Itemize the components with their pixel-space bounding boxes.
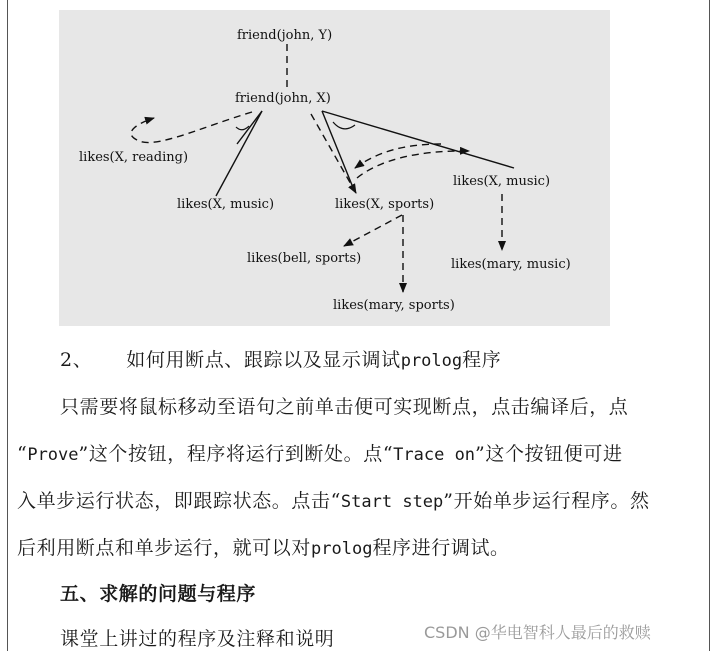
- heading-tail: 程序: [462, 349, 502, 371]
- paragraph-line-4: [17, 533, 510, 560]
- csdn-watermark: CSDN @华电智科人最后的救赎: [424, 623, 651, 642]
- node-likes-mary-sports: likes(mary, sports): [333, 298, 455, 313]
- trace-on-code: Trace on: [393, 445, 476, 465]
- search-arrow-to-sports: [311, 114, 356, 193]
- paragraph-line-2-mid: ”这个按钮，程序将运行到断处。点“: [78, 443, 394, 465]
- angle-arc-right: [333, 122, 355, 129]
- edge-friend-to-music-right: [322, 111, 514, 168]
- node-likes-bell-sports: likes(bell, sports): [247, 251, 362, 266]
- start-step-code: Start step: [340, 492, 444, 512]
- backtrack-arrow-left: [131, 112, 252, 143]
- node-likes-music-left: likes(X, music): [177, 197, 275, 212]
- chapter-intro: 课堂上讲过的程序及注释和说明: [60, 628, 335, 650]
- edge-friend-to-sports: [322, 111, 354, 190]
- node-friend-x: friend(john, X): [235, 91, 331, 106]
- heading-code: prolog: [400, 351, 463, 371]
- paragraph-line-1: 只需要将鼠标移动至语句之前单击便可实现断点，点击编译后，点: [60, 396, 629, 418]
- paragraph-line-4-start: 后利用断点和单步运行，就可以对: [17, 537, 312, 559]
- page-border-right: [709, 0, 710, 651]
- search-tree-diagram: [59, 10, 610, 326]
- paragraph-line-2-end: ”这个按钮便可进: [475, 443, 623, 465]
- quote-open: “: [17, 443, 28, 465]
- paragraph-line-3-end: ”开始单步运行程序。然: [443, 490, 650, 512]
- edge-friend-to-reading: [237, 111, 262, 144]
- node-root: friend(john, Y): [237, 28, 333, 43]
- heading-text: 如何用断点、跟踪以及显示调试: [126, 349, 401, 371]
- page-border-left: [7, 0, 8, 651]
- chapter-title: 五、求解的问题与程序: [60, 583, 257, 605]
- section-heading: [60, 345, 501, 372]
- paragraph-line-2: [17, 439, 623, 466]
- node-likes-reading: likes(X, reading): [79, 150, 189, 165]
- edge-friend-to-music-left: [216, 111, 262, 196]
- search-tree-figure: [59, 10, 610, 326]
- prolog-code: prolog: [311, 539, 373, 559]
- angle-arc-left: [236, 126, 249, 130]
- node-likes-mary-music: likes(mary, music): [451, 257, 571, 272]
- paragraph-line-3: [17, 486, 650, 513]
- arrow-to-bell-sports: [344, 215, 402, 246]
- prove-code: Prove: [27, 445, 79, 465]
- heading-number: 2、: [60, 349, 93, 371]
- backtrack-arrow-right: [355, 144, 441, 168]
- node-likes-sports: likes(X, sports): [335, 197, 435, 212]
- paragraph-line-4-end: 程序进行调试。: [372, 537, 510, 559]
- node-likes-music-right: likes(X, music): [453, 174, 551, 189]
- paragraph-line-3-start: 入单步运行状态，即跟踪状态。点击“: [17, 490, 341, 512]
